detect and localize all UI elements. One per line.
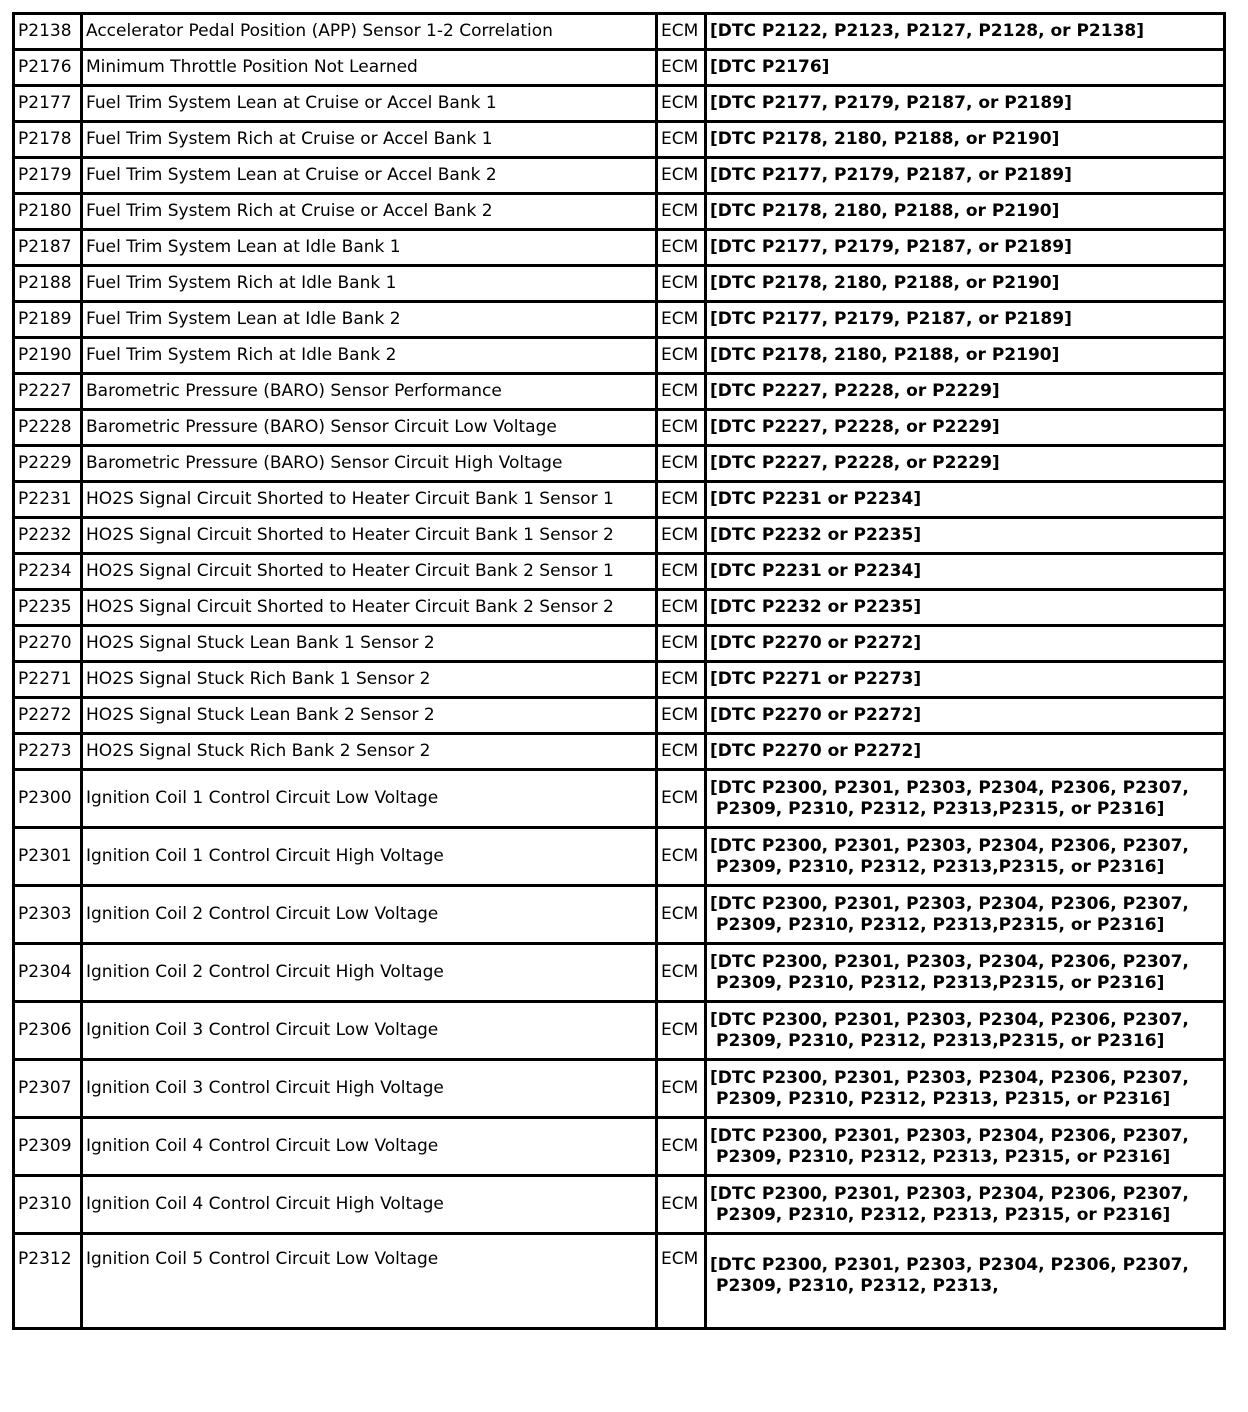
- dtc-description-cell: Ignition Coil 1 Control Circuit High Voltage: [82, 828, 657, 886]
- dtc-reference-cell: [706, 518, 1225, 554]
- dtc-module-cell: ECM: [657, 886, 706, 944]
- dtc-module-cell: ECM: [657, 158, 706, 194]
- dtc-description-cell: HO2S Signal Stuck Lean Bank 1 Sensor 2: [82, 626, 657, 662]
- dtc-reference-line[interactable]: P2309, P2310, P2312, P2313,P2315, or P2316]: [716, 798, 1165, 819]
- dtc-reference-line[interactable]: [DTC P2227, P2228, or P2229]: [710, 417, 1000, 437]
- dtc-code-cell: P2310: [14, 1176, 82, 1234]
- dtc-module-cell: ECM: [657, 194, 706, 230]
- table-row: [14, 626, 1225, 662]
- dtc-reference-line[interactable]: [DTC P2177, P2179, P2187, or P2189]: [710, 237, 1072, 257]
- table-row: [14, 230, 1225, 266]
- table-row: [14, 770, 1225, 828]
- dtc-reference-cell: [706, 446, 1225, 482]
- table-row: [14, 828, 1225, 886]
- dtc-reference-cell: [706, 626, 1225, 662]
- dtc-reference-cell: [706, 1118, 1225, 1176]
- dtc-code-cell: P2273: [14, 734, 82, 770]
- dtc-reference-line[interactable]: P2309, P2310, P2312, P2313,: [716, 1276, 999, 1296]
- dtc-reference-cell: [706, 86, 1225, 122]
- dtc-reference-line[interactable]: P2309, P2310, P2312, P2313,P2315, or P2316]: [716, 856, 1165, 877]
- dtc-description-cell: Fuel Trim System Lean at Idle Bank 2: [82, 302, 657, 338]
- dtc-reference-cell: [706, 828, 1225, 886]
- dtc-description-cell: Fuel Trim System Rich at Idle Bank 1: [82, 266, 657, 302]
- dtc-description-cell: Fuel Trim System Lean at Cruise or Accel Bank 2: [82, 158, 657, 194]
- dtc-module-cell: ECM: [657, 266, 706, 302]
- dtc-code-cell: P2234: [14, 554, 82, 590]
- dtc-description-cell: HO2S Signal Circuit Shorted to Heater Circuit Bank 1 Sensor 1: [82, 482, 657, 518]
- dtc-reference-line[interactable]: P2309, P2310, P2312, P2313,P2315, or P2316]: [716, 914, 1165, 935]
- dtc-reference-cell: [706, 590, 1225, 626]
- dtc-reference-line[interactable]: [DTC P2300, P2301, P2303, P2304, P2306, P2307,: [710, 951, 1189, 972]
- dtc-module-cell: ECM: [657, 446, 706, 482]
- table-row: [14, 482, 1225, 518]
- dtc-module-cell: ECM: [657, 374, 706, 410]
- dtc-reference-line[interactable]: [DTC P2178, 2180, P2188, or P2190]: [710, 201, 1060, 221]
- dtc-code-cell: P2300: [14, 770, 82, 828]
- dtc-code-cell: P2270: [14, 626, 82, 662]
- dtc-module-cell: ECM: [657, 122, 706, 158]
- dtc-description-cell: Minimum Throttle Position Not Learned: [82, 50, 657, 86]
- dtc-module-cell: ECM: [657, 626, 706, 662]
- dtc-reference-line[interactable]: P2309, P2310, P2312, P2313, P2315, or P2316]: [716, 1146, 1171, 1167]
- dtc-reference-line[interactable]: [DTC P2178, 2180, P2188, or P2190]: [710, 273, 1060, 293]
- dtc-reference-line[interactable]: [DTC P2176]: [710, 57, 830, 77]
- dtc-reference-line[interactable]: [DTC P2300, P2301, P2303, P2304, P2306, P2307,: [710, 1009, 1189, 1030]
- dtc-reference-cell: [706, 698, 1225, 734]
- dtc-reference-cell: [706, 662, 1225, 698]
- dtc-code-cell: P2227: [14, 374, 82, 410]
- dtc-code-cell: P2301: [14, 828, 82, 886]
- dtc-code-cell: P2178: [14, 122, 82, 158]
- dtc-module-cell: ECM: [657, 554, 706, 590]
- dtc-module-cell: ECM: [657, 302, 706, 338]
- dtc-code-cell: P2303: [14, 886, 82, 944]
- dtc-description-cell: Accelerator Pedal Position (APP) Sensor 1-2 Correlation: [82, 14, 657, 50]
- dtc-description-cell: Ignition Coil 3 Control Circuit High Voltage: [82, 1060, 657, 1118]
- dtc-reference-line[interactable]: P2309, P2310, P2312, P2313,P2315, or P2316]: [716, 1030, 1165, 1051]
- table-row: [14, 158, 1225, 194]
- dtc-description-cell: HO2S Signal Circuit Shorted to Heater Circuit Bank 2 Sensor 1: [82, 554, 657, 590]
- dtc-module-cell: ECM: [657, 698, 706, 734]
- dtc-description-cell: Ignition Coil 4 Control Circuit High Voltage: [82, 1176, 657, 1234]
- dtc-reference-cell: [706, 1060, 1225, 1118]
- dtc-description-cell: HO2S Signal Stuck Rich Bank 1 Sensor 2: [82, 662, 657, 698]
- table-row: [14, 590, 1225, 626]
- dtc-module-cell: ECM: [657, 50, 706, 86]
- dtc-reference-line[interactable]: [DTC P2270 or P2272]: [710, 741, 922, 761]
- dtc-reference-cell: [706, 374, 1225, 410]
- table-row: [14, 1234, 1225, 1329]
- dtc-code-cell: P2272: [14, 698, 82, 734]
- table-row: [14, 554, 1225, 590]
- dtc-description-cell: HO2S Signal Stuck Rich Bank 2 Sensor 2: [82, 734, 657, 770]
- dtc-module-cell: ECM: [657, 14, 706, 50]
- dtc-description-cell: Fuel Trim System Lean at Idle Bank 1: [82, 230, 657, 266]
- dtc-reference-cell: [706, 1234, 1225, 1329]
- dtc-reference-line[interactable]: [DTC P2231 or P2234]: [710, 561, 922, 581]
- dtc-module-cell: ECM: [657, 734, 706, 770]
- dtc-module-cell: ECM: [657, 338, 706, 374]
- dtc-code-cell: P2228: [14, 410, 82, 446]
- dtc-description-cell: Ignition Coil 2 Control Circuit Low Voltage: [82, 886, 657, 944]
- dtc-reference-cell: [706, 1002, 1225, 1060]
- dtc-code-cell: P2138: [14, 14, 82, 50]
- dtc-reference-line[interactable]: [DTC P2232 or P2235]: [710, 525, 922, 545]
- dtc-reference-cell: [706, 158, 1225, 194]
- table-row: [14, 14, 1225, 50]
- dtc-reference-cell: [706, 194, 1225, 230]
- dtc-module-cell: ECM: [657, 1176, 706, 1234]
- table-row: [14, 122, 1225, 158]
- dtc-reference-cell: [706, 302, 1225, 338]
- dtc-description-cell: Barometric Pressure (BARO) Sensor Circuit Low Voltage: [82, 410, 657, 446]
- dtc-reference-cell: [706, 230, 1225, 266]
- dtc-module-cell: ECM: [657, 1002, 706, 1060]
- table-row: [14, 194, 1225, 230]
- dtc-reference-line[interactable]: P2309, P2310, P2312, P2313, P2315, or P2316]: [716, 1204, 1171, 1225]
- dtc-reference-cell: [706, 944, 1225, 1002]
- dtc-reference-line[interactable]: [DTC P2177, P2179, P2187, or P2189]: [710, 93, 1072, 113]
- dtc-description-cell: Ignition Coil 1 Control Circuit Low Voltage: [82, 770, 657, 828]
- dtc-module-cell: ECM: [657, 1060, 706, 1118]
- table-row: [14, 1118, 1225, 1176]
- dtc-reference-line[interactable]: P2309, P2310, P2312, P2313, P2315, or P2316]: [716, 1088, 1171, 1109]
- dtc-module-cell: ECM: [657, 86, 706, 122]
- dtc-reference-line[interactable]: P2309, P2310, P2312, P2313,P2315, or P2316]: [716, 972, 1165, 993]
- dtc-code-cell: P2176: [14, 50, 82, 86]
- dtc-code-cell: P2304: [14, 944, 82, 1002]
- dtc-code-cell: P2180: [14, 194, 82, 230]
- dtc-code-cell: P2307: [14, 1060, 82, 1118]
- dtc-reference-cell: [706, 14, 1225, 50]
- dtc-description-cell: Fuel Trim System Rich at Cruise or Accel Bank 1: [82, 122, 657, 158]
- dtc-reference-line[interactable]: [DTC P2178, 2180, P2188, or P2190]: [710, 129, 1060, 149]
- dtc-reference-line[interactable]: [DTC P2271 or P2273]: [710, 669, 922, 689]
- dtc-reference-line[interactable]: [DTC P2231 or P2234]: [710, 489, 922, 509]
- dtc-reference-cell: [706, 50, 1225, 86]
- dtc-reference-line[interactable]: [DTC P2227, P2228, or P2229]: [710, 453, 1000, 473]
- dtc-reference-cell: [706, 338, 1225, 374]
- dtc-reference-cell: [706, 482, 1225, 518]
- dtc-description-cell: HO2S Signal Circuit Shorted to Heater Circuit Bank 2 Sensor 2: [82, 590, 657, 626]
- table-row: [14, 446, 1225, 482]
- dtc-module-cell: ECM: [657, 230, 706, 266]
- dtc-reference-cell: [706, 1176, 1225, 1234]
- dtc-description-cell: Barometric Pressure (BARO) Sensor Performance: [82, 374, 657, 410]
- table-row: [14, 374, 1225, 410]
- dtc-code-cell: P2235: [14, 590, 82, 626]
- dtc-description-cell: Fuel Trim System Rich at Cruise or Accel Bank 2: [82, 194, 657, 230]
- dtc-code-cell: P2177: [14, 86, 82, 122]
- dtc-reference-line[interactable]: [DTC P2270 or P2272]: [710, 633, 922, 653]
- dtc-description-cell: HO2S Signal Stuck Lean Bank 2 Sensor 2: [82, 698, 657, 734]
- dtc-module-cell: ECM: [657, 518, 706, 554]
- dtc-reference-cell: [706, 122, 1225, 158]
- dtc-reference-line[interactable]: [DTC P2300, P2301, P2303, P2304, P2306, P2307,: [710, 1125, 1189, 1146]
- dtc-module-cell: ECM: [657, 590, 706, 626]
- table-row: [14, 698, 1225, 734]
- dtc-reference-line[interactable]: [DTC P2177, P2179, P2187, or P2189]: [710, 309, 1072, 329]
- table-row: [14, 662, 1225, 698]
- dtc-reference-cell: [706, 266, 1225, 302]
- dtc-code-cell: P2306: [14, 1002, 82, 1060]
- dtc-reference-cell: [706, 734, 1225, 770]
- dtc-code-cell: P2187: [14, 230, 82, 266]
- table-row: [14, 50, 1225, 86]
- table-row: [14, 266, 1225, 302]
- dtc-module-cell: ECM: [657, 662, 706, 698]
- dtc-code-cell: P2190: [14, 338, 82, 374]
- dtc-reference-line[interactable]: [DTC P2300, P2301, P2303, P2304, P2306, P2307,: [710, 1255, 1189, 1275]
- dtc-code-cell: P2179: [14, 158, 82, 194]
- dtc-module-cell: ECM: [657, 410, 706, 446]
- table-row: [14, 944, 1225, 1002]
- table-row: [14, 302, 1225, 338]
- dtc-code-cell: P2188: [14, 266, 82, 302]
- dtc-reference-line[interactable]: [DTC P2227, P2228, or P2229]: [710, 381, 1000, 401]
- dtc-code-cell: P2189: [14, 302, 82, 338]
- dtc-code-cell: P2312: [14, 1234, 82, 1329]
- dtc-table: [12, 12, 1226, 1330]
- table-row: [14, 338, 1225, 374]
- dtc-description-cell: Fuel Trim System Rich at Idle Bank 2: [82, 338, 657, 374]
- dtc-code-cell: P2232: [14, 518, 82, 554]
- dtc-reference-line[interactable]: [DTC P2300, P2301, P2303, P2304, P2306, P2307,: [710, 1067, 1189, 1088]
- dtc-module-cell: ECM: [657, 944, 706, 1002]
- dtc-reference-line[interactable]: [DTC P2232 or P2235]: [710, 597, 922, 617]
- dtc-code-cell: P2229: [14, 446, 82, 482]
- dtc-description-cell: Ignition Coil 4 Control Circuit Low Voltage: [82, 1118, 657, 1176]
- dtc-reference-line[interactable]: [DTC P2177, P2179, P2187, or P2189]: [710, 165, 1072, 185]
- dtc-reference-line[interactable]: [DTC P2300, P2301, P2303, P2304, P2306, P2307,: [710, 835, 1189, 856]
- dtc-description-cell: Ignition Coil 5 Control Circuit Low Voltage: [82, 1234, 657, 1329]
- dtc-module-cell: ECM: [657, 1118, 706, 1176]
- dtc-reference-cell: [706, 410, 1225, 446]
- table-row: [14, 1002, 1225, 1060]
- dtc-reference-line[interactable]: [DTC P2178, 2180, P2188, or P2190]: [710, 345, 1060, 365]
- dtc-reference-line[interactable]: [DTC P2270 or P2272]: [710, 705, 922, 725]
- dtc-table-body: [14, 14, 1225, 1329]
- dtc-reference-line[interactable]: [DTC P2300, P2301, P2303, P2304, P2306, P2307,: [710, 893, 1189, 914]
- dtc-reference-line[interactable]: [DTC P2300, P2301, P2303, P2304, P2306, P2307,: [710, 1183, 1189, 1204]
- dtc-code-cell: P2271: [14, 662, 82, 698]
- dtc-reference-line[interactable]: [DTC P2300, P2301, P2303, P2304, P2306, P2307,: [710, 777, 1189, 798]
- table-row: [14, 518, 1225, 554]
- dtc-reference-cell: [706, 886, 1225, 944]
- dtc-module-cell: ECM: [657, 770, 706, 828]
- table-row: [14, 1176, 1225, 1234]
- dtc-module-cell: ECM: [657, 828, 706, 886]
- dtc-reference-cell: [706, 554, 1225, 590]
- dtc-module-cell: ECM: [657, 482, 706, 518]
- dtc-reference-cell: [706, 770, 1225, 828]
- dtc-code-cell: P2231: [14, 482, 82, 518]
- dtc-description-cell: HO2S Signal Circuit Shorted to Heater Circuit Bank 1 Sensor 2: [82, 518, 657, 554]
- dtc-description-cell: Ignition Coil 3 Control Circuit Low Voltage: [82, 1002, 657, 1060]
- table-row: [14, 86, 1225, 122]
- dtc-description-cell: Ignition Coil 2 Control Circuit High Voltage: [82, 944, 657, 1002]
- table-row: [14, 886, 1225, 944]
- dtc-module-cell: ECM: [657, 1234, 706, 1329]
- table-row: [14, 410, 1225, 446]
- dtc-reference-line[interactable]: [DTC P2122, P2123, P2127, P2128, or P2138]: [710, 21, 1144, 41]
- dtc-code-cell: P2309: [14, 1118, 82, 1176]
- table-row: [14, 1060, 1225, 1118]
- table-row: [14, 734, 1225, 770]
- dtc-description-cell: Barometric Pressure (BARO) Sensor Circuit High Voltage: [82, 446, 657, 482]
- dtc-description-cell: Fuel Trim System Lean at Cruise or Accel Bank 1: [82, 86, 657, 122]
